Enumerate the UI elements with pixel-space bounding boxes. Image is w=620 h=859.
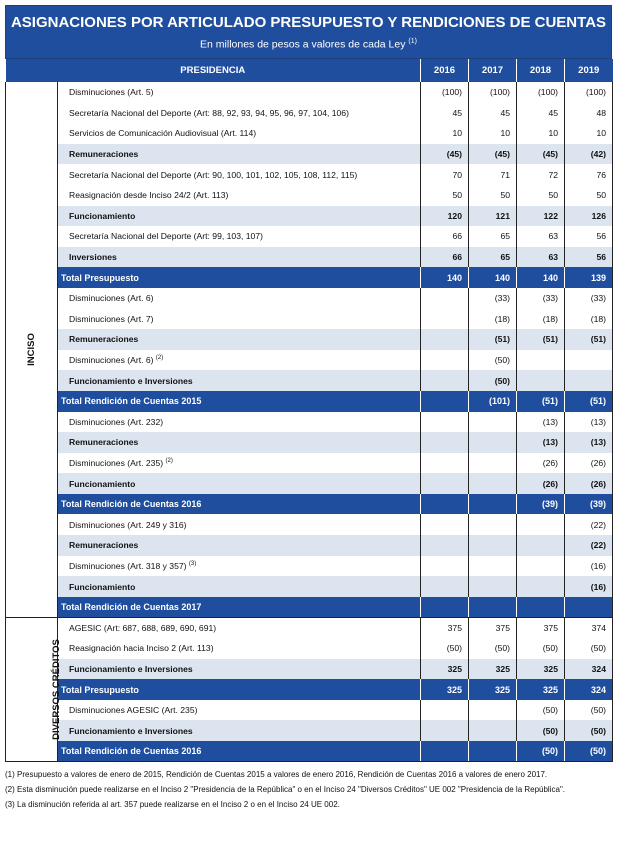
table-row	[6, 226, 613, 247]
value-cell: 50	[421, 185, 469, 206]
value-cell: (50)	[421, 638, 469, 659]
subtotal-row	[6, 720, 613, 741]
value-cell: 120	[421, 206, 469, 227]
table-row	[6, 638, 613, 659]
row-label	[58, 267, 421, 288]
section-label-text: DIVERSOS CRÉDITOS	[50, 639, 62, 740]
value-cell: 63	[517, 226, 565, 247]
row-label	[58, 700, 421, 721]
subtitle-text: En millones de pesos a valores de cada Ley	[200, 38, 406, 51]
value-cell: 70	[421, 164, 469, 185]
table-row	[6, 617, 613, 638]
value-cell: 10	[565, 123, 613, 144]
value-cell	[421, 720, 469, 741]
value-cell	[421, 473, 469, 494]
value-cell: (33)	[565, 288, 613, 309]
section-label-text: INCISO	[25, 333, 37, 366]
value-cell: 48	[565, 103, 613, 124]
row-label-text: Remuneraciones	[69, 540, 139, 551]
value-cell: (26)	[565, 473, 613, 494]
row-label-text: Secretaría Nacional del Deporte (Art: 99, 103, 107)	[69, 231, 263, 242]
row-label	[58, 123, 421, 144]
value-cell	[421, 412, 469, 433]
value-cell: 45	[421, 103, 469, 124]
value-cell: (51)	[517, 329, 565, 350]
value-cell: (26)	[565, 453, 613, 474]
value-cell: 325	[421, 679, 469, 700]
value-cell: (50)	[565, 700, 613, 721]
row-label	[58, 391, 421, 412]
row-label-text: Reasignación hacia Inciso 2 (Art. 113)	[69, 643, 214, 654]
subtotal-row	[6, 206, 613, 227]
value-cell: (50)	[469, 370, 517, 391]
column-header-presidencia: PRESIDENCIA	[6, 59, 421, 82]
value-cell	[565, 597, 613, 618]
row-label	[58, 638, 421, 659]
row-label-text: Disminuciones (Art. 5)	[69, 87, 154, 98]
value-cell: (42)	[565, 144, 613, 165]
total-row	[6, 267, 613, 288]
total-row	[6, 494, 613, 515]
row-label-text: Remuneraciones	[69, 149, 139, 160]
row-label-text: Total Presupuesto	[61, 272, 139, 283]
subtotal-row	[6, 144, 613, 165]
row-label-text: Funcionamiento e Inversiones	[69, 663, 193, 674]
value-cell: (18)	[517, 309, 565, 330]
row-label-text: Funcionamiento	[69, 581, 136, 592]
row-label	[58, 576, 421, 597]
row-label-text: Total Rendición de Cuentas 2016	[61, 499, 202, 510]
value-cell: 50	[565, 185, 613, 206]
value-cell: (45)	[469, 144, 517, 165]
value-cell: 324	[565, 679, 613, 700]
row-label	[58, 494, 421, 515]
value-cell	[469, 720, 517, 741]
value-cell: 65	[469, 247, 517, 268]
row-label	[58, 144, 421, 165]
row-label	[58, 514, 421, 535]
row-label	[58, 741, 421, 762]
value-cell	[469, 453, 517, 474]
value-cell	[421, 432, 469, 453]
value-cell: (13)	[565, 432, 613, 453]
value-cell: 10	[469, 123, 517, 144]
value-cell: (13)	[565, 412, 613, 433]
row-footnote-ref: (2)	[155, 355, 164, 362]
value-cell: (51)	[565, 329, 613, 350]
value-cell: 325	[517, 659, 565, 680]
value-cell: (16)	[565, 556, 613, 577]
value-cell	[517, 535, 565, 556]
value-cell: (50)	[517, 741, 565, 762]
value-cell: (22)	[565, 535, 613, 556]
table-row	[6, 350, 613, 371]
subtotal-row	[6, 247, 613, 268]
row-label	[58, 185, 421, 206]
table-row	[6, 412, 613, 433]
row-label-text: Funcionamiento e Inversiones	[69, 725, 193, 736]
value-cell	[421, 514, 469, 535]
value-cell: (22)	[565, 514, 613, 535]
row-label-text: Funcionamiento	[69, 478, 136, 489]
table-row	[6, 556, 613, 577]
table-row	[6, 185, 613, 206]
row-label	[58, 309, 421, 330]
table-row	[6, 82, 613, 103]
row-label-text: Remuneraciones	[69, 334, 139, 345]
row-label	[58, 473, 421, 494]
year-header: 2018	[517, 59, 565, 82]
row-label-text: Secretaría Nacional del Deporte (Art: 90, 100, 101, 102, 105, 108, 112, 115)	[69, 169, 358, 180]
value-cell: 45	[517, 103, 565, 124]
value-cell: 56	[565, 226, 613, 247]
value-cell: (50)	[469, 638, 517, 659]
value-cell: 140	[517, 267, 565, 288]
value-cell	[421, 576, 469, 597]
value-cell: (39)	[565, 494, 613, 515]
value-cell: 65	[469, 226, 517, 247]
value-cell	[469, 597, 517, 618]
row-label-text: Total Rendición de Cuentas 2017	[61, 601, 202, 612]
subtotal-row	[6, 370, 613, 391]
value-cell: (51)	[517, 391, 565, 412]
value-cell: 63	[517, 247, 565, 268]
value-cell: 324	[565, 659, 613, 680]
value-cell: 121	[469, 206, 517, 227]
row-label	[58, 453, 421, 474]
table-row	[6, 288, 613, 309]
value-cell: (50)	[565, 638, 613, 659]
row-label	[58, 617, 421, 638]
row-label-text: Disminuciones (Art. 6)	[69, 355, 154, 366]
table-row	[6, 514, 613, 535]
row-label-text: Total Presupuesto	[61, 684, 139, 695]
table-row	[6, 164, 613, 185]
column-header-row	[6, 59, 613, 82]
value-cell	[469, 700, 517, 721]
row-label	[58, 659, 421, 680]
value-cell: 76	[565, 164, 613, 185]
table-row	[6, 103, 613, 124]
row-label	[58, 556, 421, 577]
row-label-text: Total Rendición de Cuentas 2015	[61, 396, 202, 407]
row-label-text: Funcionamiento	[69, 210, 136, 221]
value-cell	[517, 556, 565, 577]
table-row	[6, 309, 613, 330]
subtotal-row	[6, 535, 613, 556]
row-label	[58, 597, 421, 618]
value-cell: 10	[517, 123, 565, 144]
row-label	[58, 329, 421, 350]
row-label	[58, 412, 421, 433]
value-cell	[421, 535, 469, 556]
value-cell	[565, 350, 613, 371]
value-cell: (26)	[517, 453, 565, 474]
table-row	[6, 700, 613, 721]
footnotes	[5, 769, 612, 810]
footnote: (1) Presupuesto a valores de enero de 2015, Rendición de Cuentas 2015 a valores de enero 2016, Rendición de Cuentas 2016 a valores de enero 2017.	[5, 770, 548, 780]
value-cell: 66	[421, 247, 469, 268]
value-cell	[517, 597, 565, 618]
value-cell: 50	[517, 185, 565, 206]
value-cell: (13)	[517, 412, 565, 433]
total-row	[6, 679, 613, 700]
row-label-text: Funcionamiento e Inversiones	[69, 375, 193, 386]
value-cell: (45)	[517, 144, 565, 165]
value-cell: (50)	[565, 741, 613, 762]
value-cell: 375	[469, 617, 517, 638]
value-cell: (18)	[565, 309, 613, 330]
value-cell: (45)	[421, 144, 469, 165]
value-cell	[469, 741, 517, 762]
value-cell: 375	[517, 617, 565, 638]
value-cell: 50	[469, 185, 517, 206]
row-label	[58, 370, 421, 391]
value-cell: 66	[421, 226, 469, 247]
value-cell: 140	[469, 267, 517, 288]
value-cell: (33)	[469, 288, 517, 309]
row-footnote-ref: (2)	[165, 458, 173, 465]
row-label	[58, 103, 421, 124]
row-footnote-ref: (3)	[188, 561, 197, 568]
subtotal-row	[6, 432, 613, 453]
value-cell: (100)	[421, 82, 469, 103]
value-cell	[421, 494, 469, 515]
value-cell: 325	[517, 679, 565, 700]
year-header: 2016	[421, 59, 469, 82]
row-label	[58, 350, 421, 371]
row-label	[58, 679, 421, 700]
total-row	[6, 391, 613, 412]
row-label-text: Disminuciones (Art. 249 y 316)	[69, 519, 187, 530]
value-cell	[469, 514, 517, 535]
row-label-text: Disminuciones (Art. 6)	[69, 293, 154, 304]
value-cell: (26)	[517, 473, 565, 494]
row-label-text: Disminuciones (Art. 7)	[69, 313, 154, 324]
value-cell: (100)	[469, 82, 517, 103]
value-cell: (50)	[565, 720, 613, 741]
value-cell: 140	[421, 267, 469, 288]
value-cell: (13)	[517, 432, 565, 453]
value-cell: 45	[469, 103, 517, 124]
subtotal-row	[6, 576, 613, 597]
report-container	[5, 5, 612, 814]
value-cell: (51)	[565, 391, 613, 412]
section-side-label	[6, 617, 62, 761]
value-cell: 71	[469, 164, 517, 185]
subtotal-row	[6, 329, 613, 350]
value-cell	[421, 391, 469, 412]
value-cell: 375	[421, 617, 469, 638]
report-subtitle	[6, 38, 611, 51]
value-cell	[421, 329, 469, 350]
footnote: (2) Esta disminución puede realizarse en el Inciso 2 "Presidencia de la República" o en el Inciso 24 "Diversos Créditos" UE 002 "Presidencia de la República".	[5, 785, 565, 795]
row-label	[58, 288, 421, 309]
value-cell	[421, 700, 469, 721]
subtitle-note: (1)	[408, 38, 417, 45]
row-label-text: Disminuciones (Art. 318 y 357)	[69, 560, 187, 571]
row-label	[58, 164, 421, 185]
row-label	[58, 82, 421, 103]
value-cell: (50)	[517, 638, 565, 659]
subtotal-row	[6, 473, 613, 494]
year-header: 2019	[565, 59, 613, 82]
value-cell	[517, 576, 565, 597]
value-cell: 374	[565, 617, 613, 638]
value-cell	[517, 350, 565, 371]
value-cell: 56	[565, 247, 613, 268]
row-label-text: Disminuciones AGESIC (Art. 235)	[69, 705, 198, 716]
total-row	[6, 741, 613, 762]
row-label-text: Total Rendición de Cuentas 2016	[61, 746, 202, 757]
subtotal-row	[6, 659, 613, 680]
value-cell: 139	[565, 267, 613, 288]
value-cell: (101)	[469, 391, 517, 412]
value-cell: (51)	[469, 329, 517, 350]
value-cell	[421, 556, 469, 577]
row-label	[58, 432, 421, 453]
value-cell: 122	[517, 206, 565, 227]
total-row	[6, 597, 613, 618]
value-cell	[469, 494, 517, 515]
allocations-table	[5, 59, 613, 762]
value-cell	[565, 370, 613, 391]
value-cell	[421, 597, 469, 618]
value-cell	[517, 370, 565, 391]
value-cell	[421, 741, 469, 762]
value-cell: (16)	[565, 576, 613, 597]
table-row	[6, 123, 613, 144]
value-cell: (50)	[469, 350, 517, 371]
value-cell	[421, 370, 469, 391]
value-cell	[469, 576, 517, 597]
value-cell: (100)	[565, 82, 613, 103]
row-label-text: AGESIC (Art: 687, 688, 689, 690, 691)	[69, 622, 217, 633]
row-label	[58, 247, 421, 268]
row-label-text: Inversiones	[69, 252, 117, 263]
value-cell	[421, 453, 469, 474]
row-label	[58, 720, 421, 741]
row-label	[58, 535, 421, 556]
row-label	[58, 226, 421, 247]
row-label-text: Disminuciones (Art. 235)	[69, 457, 164, 468]
value-cell: (33)	[517, 288, 565, 309]
value-cell	[421, 309, 469, 330]
value-cell: (100)	[517, 82, 565, 103]
value-cell	[469, 556, 517, 577]
value-cell: 72	[517, 164, 565, 185]
row-label-text: Disminuciones (Art. 232)	[69, 416, 164, 427]
value-cell: (18)	[469, 309, 517, 330]
row-label-text: Remuneraciones	[69, 437, 139, 448]
value-cell: 126	[565, 206, 613, 227]
table-row	[6, 453, 613, 474]
value-cell: 325	[469, 679, 517, 700]
value-cell	[469, 432, 517, 453]
value-cell: (39)	[517, 494, 565, 515]
table-body	[6, 59, 613, 762]
row-label	[58, 206, 421, 227]
report-header	[5, 5, 612, 59]
value-cell	[469, 473, 517, 494]
row-label-text: Reasignación desde Inciso 24/2 (Art. 113)	[69, 190, 229, 201]
report-title: ASIGNACIONES POR ARTICULADO PRESUPUESTO Y RENDICIONES DE CUENTAS	[10, 14, 607, 31]
value-cell: (50)	[517, 720, 565, 741]
value-cell	[469, 412, 517, 433]
value-cell	[517, 514, 565, 535]
value-cell: 325	[469, 659, 517, 680]
value-cell	[469, 535, 517, 556]
footnote: (3) La disminución referida al art. 357 puede realizarse en el Inciso 2 o en el Inciso 24 UE 002.	[5, 800, 340, 810]
row-label-text: Servicios de Comunicación Audiovisual (Art. 114)	[69, 128, 257, 139]
section-side-label	[6, 82, 58, 617]
row-label-text: Secretaría Nacional del Deporte (Art: 88, 92, 93, 94, 95, 96, 97, 104, 106)	[69, 107, 349, 118]
value-cell: 10	[421, 123, 469, 144]
value-cell: 325	[421, 659, 469, 680]
value-cell	[421, 288, 469, 309]
value-cell	[421, 350, 469, 371]
value-cell: (50)	[517, 700, 565, 721]
year-header: 2017	[469, 59, 517, 82]
